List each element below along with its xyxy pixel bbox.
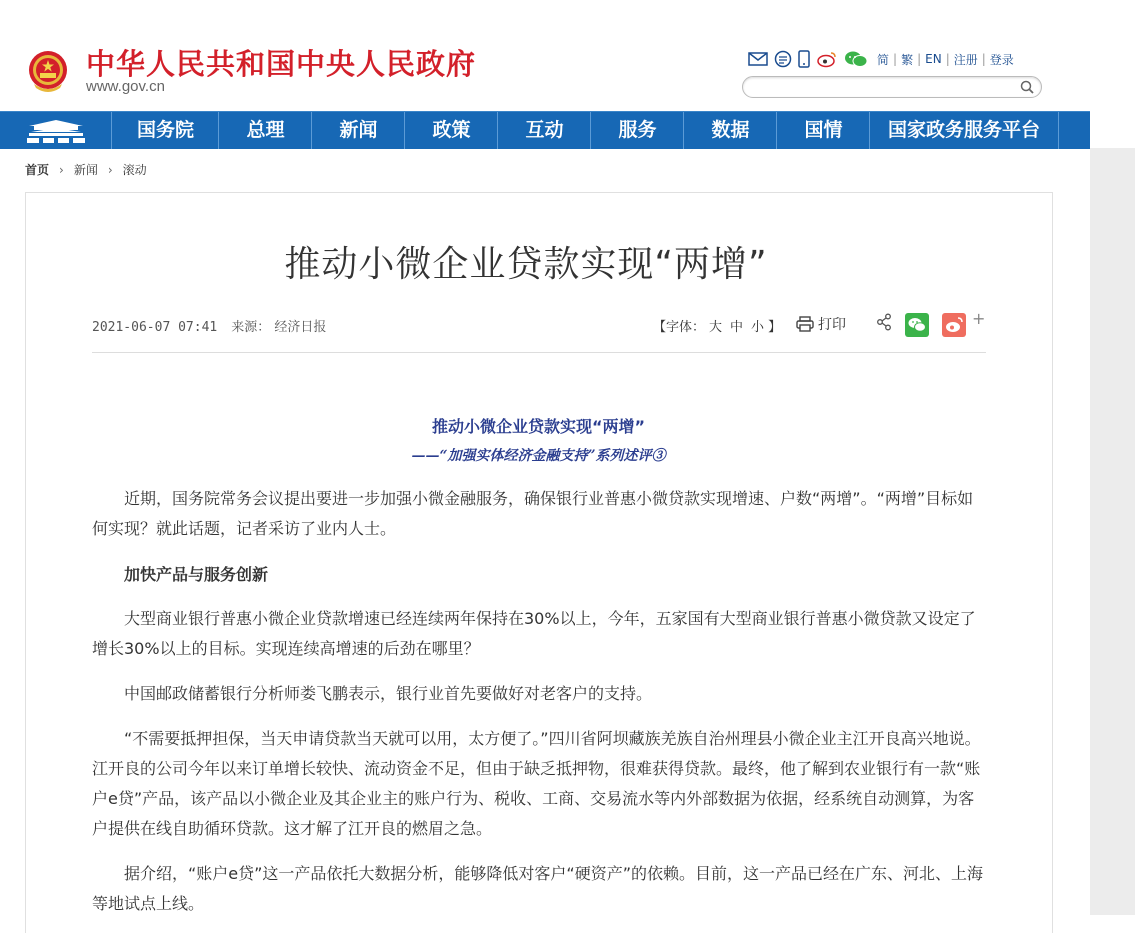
lang-traditional-link[interactable]: 繁 [901, 52, 914, 67]
chevron-right-icon: › [59, 163, 64, 177]
login-link[interactable]: 登录 [989, 52, 1014, 67]
site-url: www.gov.cn [86, 78, 165, 95]
register-link[interactable]: 注册 [953, 52, 978, 67]
font-size-label-close: 】 [768, 320, 782, 335]
search-icon[interactable] [1019, 79, 1035, 95]
share-icon[interactable] [876, 313, 892, 331]
national-emblem-icon[interactable] [24, 48, 72, 96]
tiananmen-icon [25, 118, 87, 144]
rss-icon[interactable] [774, 50, 792, 68]
article-paragraph: 近期，国务院常务会议提出要进一步加强小微金融服务，确保银行业普惠小微贷款实现增速、户数“两增”。“两增”目标如何实现？就此话题，记者采访了业内人士。 [92, 489, 974, 538]
nav-home-button[interactable] [0, 112, 111, 149]
weibo-icon[interactable] [816, 50, 838, 68]
nav-item-zongli[interactable]: 总理 [218, 112, 312, 149]
breadcrumb-rolling[interactable]: 滚动 [122, 163, 147, 177]
printer-icon [796, 316, 814, 332]
search-input[interactable] [753, 78, 1017, 98]
nav-item-zhengwu-platform[interactable]: 国家政务服务平台 [869, 112, 1059, 149]
email-icon[interactable] [748, 51, 768, 67]
font-large-button[interactable]: 大 [709, 320, 723, 335]
nav-item-zhengce[interactable]: 政策 [404, 112, 498, 149]
breadcrumb [25, 161, 147, 178]
mobile-icon[interactable] [798, 50, 810, 68]
article-title: 推动小微企业贷款实现“两增” [284, 244, 768, 285]
separator: | [893, 52, 898, 66]
wechat-share-icon[interactable] [905, 313, 929, 337]
font-size-label: 【字体： [653, 320, 706, 335]
nav-item-shuju[interactable]: 数据 [683, 112, 777, 149]
print-label: 打印 [818, 317, 846, 333]
nav-item-hudong[interactable]: 互动 [497, 112, 591, 149]
wechat-icon[interactable] [844, 50, 868, 68]
nav-item-guoqing[interactable]: 国情 [776, 112, 870, 149]
page-scrollbar[interactable] [1090, 148, 1135, 915]
article-paragraph: 中国邮政储蓄银行分析师娄飞鹏表示，银行业首先要做好对老客户的支持。 [124, 684, 653, 703]
article-paragraph: 大型商业银行普惠小微企业贷款增速已经连续两年保持在30%以上，今年，五家国有大型商业银行普惠小微贷款又设定了增长30%以上的目标。实现连续高增速的后劲在哪里？ [92, 609, 976, 658]
main-nav [0, 111, 1090, 149]
publish-date: 2021-06-07 07:41 [92, 320, 218, 335]
article-meta [92, 316, 326, 335]
site-header [0, 0, 1090, 111]
more-share-button[interactable]: + [972, 309, 986, 328]
section-heading: 加快产品与服务创新 [124, 565, 269, 584]
search-box [742, 76, 1042, 98]
article-paragraph: 据介绍，“账户e贷”这一产品依托大数据分析，能够降低对客户“硬资产”的依赖。目前，这一产品已经在广东、河北、上海等地试点上线。 [92, 864, 984, 913]
weibo-share-icon[interactable] [942, 313, 966, 337]
lang-simplified-link[interactable]: 简 [877, 52, 890, 67]
top-tools [748, 48, 1017, 70]
chevron-right-icon: › [107, 163, 113, 177]
lang-english-link[interactable]: EN [925, 52, 942, 66]
breadcrumb-news[interactable]: 新闻 [73, 163, 98, 177]
separator: | [917, 52, 922, 66]
separator: | [981, 52, 986, 66]
nav-item-fuwu[interactable]: 服务 [590, 112, 684, 149]
article-source: 来源： 经济日报 [231, 320, 327, 335]
separator: | [945, 52, 950, 66]
site-title[interactable]: 中华人民共和国中央人民政府 [86, 47, 477, 81]
divider [92, 352, 986, 353]
font-medium-button[interactable]: 中 [730, 320, 744, 335]
article-series: ——“加强实体经济金融支持”系列述评③ [411, 448, 666, 464]
nav-item-xinwen[interactable]: 新闻 [311, 112, 405, 149]
breadcrumb-home[interactable]: 首页 [25, 163, 50, 177]
print-button[interactable] [796, 314, 846, 334]
nav-item-guowuyuan[interactable]: 国务院 [111, 112, 219, 149]
article-paragraph: “不需要抵押担保，当天申请贷款当天就可以用，太方便了。”四川省阿坝藏族羌族自治州理县小微企业主江开良高兴地说。江开良的公司今年以来订单增长较快、流动资金不足，但由于缺乏抵押物，很难获得贷款。最终，他了解到农业银行有一款“账户e贷”产品，该产品以小微企业及其企业主的账户行为、税收、工商、交易流水等内外部数据为依据，经系统自动测算，为客户提供在线自助循环贷款。这才解了江开良的燃眉之急。 [92, 729, 981, 838]
font-size-control [653, 316, 781, 335]
article-subtitle: 推动小微企业贷款实现“两增” [431, 417, 646, 436]
font-small-button[interactable]: 小 [751, 320, 765, 335]
